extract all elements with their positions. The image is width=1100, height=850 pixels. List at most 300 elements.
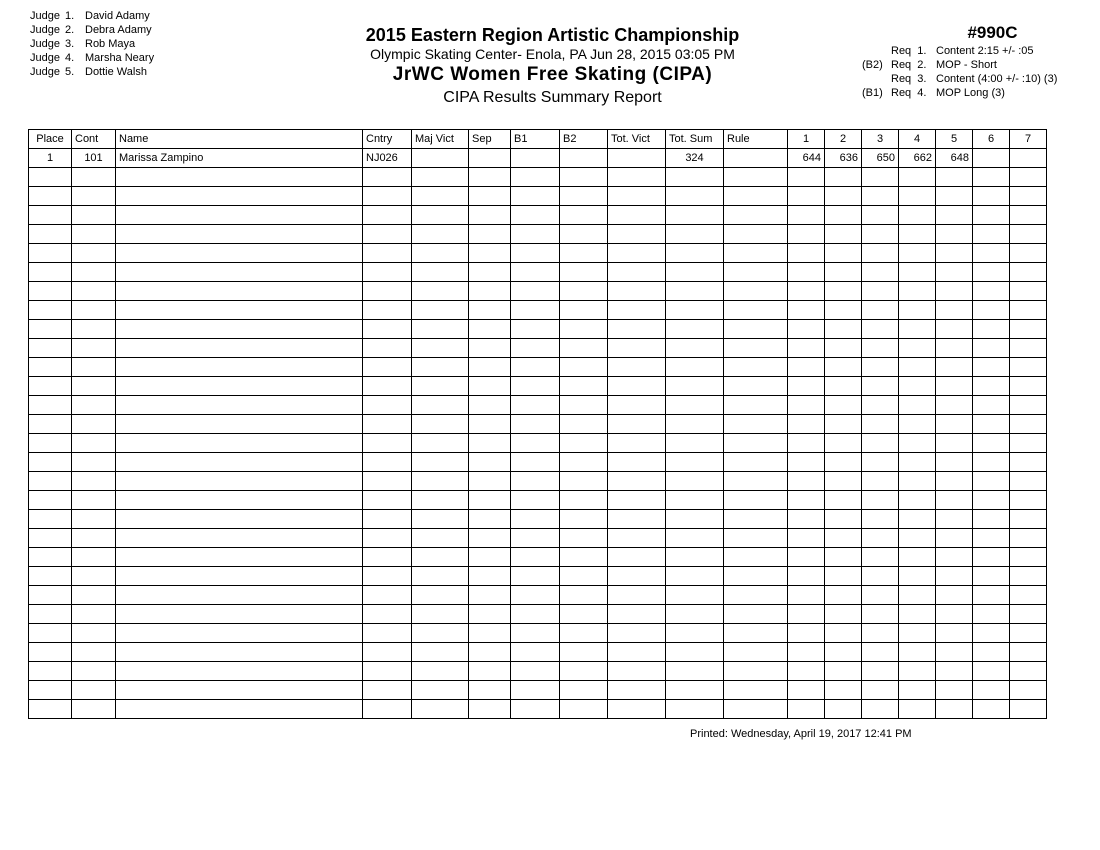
rule-cell	[724, 149, 788, 168]
empty-cell	[29, 662, 72, 681]
column-header: 4	[899, 130, 936, 149]
empty-cell	[412, 529, 469, 548]
empty-cell	[560, 548, 608, 567]
empty-cell	[862, 586, 899, 605]
empty-cell	[363, 263, 412, 282]
empty-cell	[608, 491, 666, 510]
column-header: Name	[116, 130, 363, 149]
empty-cell	[608, 472, 666, 491]
empty-cell	[724, 605, 788, 624]
empty-cell	[469, 624, 511, 643]
empty-cell	[724, 301, 788, 320]
empty-cell	[412, 396, 469, 415]
empty-cell	[1010, 700, 1047, 719]
empty-cell	[363, 548, 412, 567]
empty-cell	[469, 586, 511, 605]
empty-cell	[862, 605, 899, 624]
empty-cell	[666, 662, 724, 681]
empty-cell	[1010, 624, 1047, 643]
empty-cell	[608, 244, 666, 263]
empty-cell	[973, 434, 1010, 453]
empty-cell	[72, 605, 116, 624]
empty-cell	[1010, 529, 1047, 548]
empty-cell	[724, 377, 788, 396]
empty-cell	[29, 624, 72, 643]
empty-cell	[724, 681, 788, 700]
empty-cell	[862, 548, 899, 567]
empty-cell	[788, 187, 825, 206]
empty-cell	[29, 396, 72, 415]
empty-cell	[72, 662, 116, 681]
empty-cell	[469, 377, 511, 396]
empty-cell	[412, 168, 469, 187]
empty-cell	[511, 168, 560, 187]
empty-cell	[560, 434, 608, 453]
empty-cell	[788, 567, 825, 586]
empty-cell	[116, 681, 363, 700]
empty-cell	[72, 244, 116, 263]
empty-cell	[29, 453, 72, 472]
empty-table-row	[29, 643, 1047, 662]
empty-cell	[1010, 244, 1047, 263]
empty-cell	[724, 339, 788, 358]
empty-cell	[116, 339, 363, 358]
empty-cell	[29, 377, 72, 396]
empty-cell	[825, 605, 862, 624]
empty-cell	[363, 453, 412, 472]
empty-cell	[469, 491, 511, 510]
empty-cell	[724, 510, 788, 529]
empty-cell	[862, 662, 899, 681]
empty-cell	[469, 453, 511, 472]
empty-cell	[724, 320, 788, 339]
empty-cell	[469, 700, 511, 719]
empty-cell	[788, 491, 825, 510]
empty-cell	[560, 415, 608, 434]
empty-cell	[899, 244, 936, 263]
empty-cell	[724, 529, 788, 548]
empty-cell	[1010, 681, 1047, 700]
empty-cell	[788, 700, 825, 719]
empty-cell	[116, 301, 363, 320]
judge-list	[30, 9, 154, 79]
empty-cell	[936, 187, 973, 206]
empty-cell	[666, 529, 724, 548]
empty-cell	[788, 377, 825, 396]
empty-cell	[363, 244, 412, 263]
empty-cell	[973, 529, 1010, 548]
judge-row: Judge 3. Rob Maya	[30, 38, 136, 50]
empty-cell	[899, 339, 936, 358]
empty-cell	[608, 339, 666, 358]
empty-cell	[862, 434, 899, 453]
empty-cell	[973, 206, 1010, 225]
empty-cell	[29, 491, 72, 510]
empty-cell	[560, 244, 608, 263]
empty-cell	[116, 510, 363, 529]
empty-cell	[825, 358, 862, 377]
empty-cell	[511, 624, 560, 643]
empty-cell	[666, 510, 724, 529]
empty-cell	[825, 244, 862, 263]
empty-cell	[899, 301, 936, 320]
empty-cell	[899, 453, 936, 472]
column-header: Cntry	[363, 130, 412, 149]
empty-cell	[899, 168, 936, 187]
empty-cell	[899, 358, 936, 377]
empty-cell	[29, 529, 72, 548]
empty-cell	[560, 339, 608, 358]
empty-cell	[72, 263, 116, 282]
empty-cell	[899, 206, 936, 225]
empty-cell	[116, 415, 363, 434]
empty-cell	[412, 206, 469, 225]
empty-cell	[1010, 605, 1047, 624]
empty-cell	[825, 548, 862, 567]
empty-cell	[560, 225, 608, 244]
empty-cell	[363, 301, 412, 320]
empty-cell	[1010, 301, 1047, 320]
empty-cell	[511, 339, 560, 358]
empty-cell	[511, 605, 560, 624]
empty-cell	[560, 453, 608, 472]
empty-cell	[825, 377, 862, 396]
judge-3-score-cell: 650	[862, 149, 899, 168]
empty-cell	[973, 168, 1010, 187]
empty-cell	[511, 529, 560, 548]
empty-cell	[560, 529, 608, 548]
column-header: Rule	[724, 130, 788, 149]
column-header: 2	[825, 130, 862, 149]
empty-cell	[412, 453, 469, 472]
empty-cell	[608, 168, 666, 187]
event-name: JrWC Women Free Skating (CIPA)	[392, 64, 713, 85]
empty-cell	[862, 567, 899, 586]
judge-row: Judge 1. David Adamy	[30, 10, 150, 22]
empty-cell	[973, 282, 1010, 301]
empty-cell	[72, 472, 116, 491]
empty-cell	[72, 206, 116, 225]
empty-cell	[469, 168, 511, 187]
empty-cell	[363, 472, 412, 491]
empty-cell	[936, 339, 973, 358]
empty-cell	[72, 320, 116, 339]
empty-cell	[116, 168, 363, 187]
empty-cell	[511, 491, 560, 510]
empty-cell	[469, 434, 511, 453]
empty-cell	[72, 377, 116, 396]
column-header: Tot. Sum	[666, 130, 724, 149]
empty-cell	[412, 662, 469, 681]
empty-cell	[724, 624, 788, 643]
empty-cell	[116, 700, 363, 719]
empty-table-row	[29, 662, 1047, 681]
empty-cell	[936, 567, 973, 586]
place-cell: 1	[29, 149, 72, 168]
empty-cell	[72, 225, 116, 244]
empty-cell	[116, 358, 363, 377]
empty-cell	[973, 510, 1010, 529]
empty-cell	[973, 225, 1010, 244]
empty-cell	[1010, 491, 1047, 510]
column-header: 6	[973, 130, 1010, 149]
empty-cell	[363, 396, 412, 415]
empty-cell	[936, 320, 973, 339]
empty-cell	[862, 358, 899, 377]
empty-table-row	[29, 244, 1047, 263]
empty-cell	[72, 624, 116, 643]
empty-table-row	[29, 681, 1047, 700]
empty-cell	[560, 681, 608, 700]
empty-cell	[72, 396, 116, 415]
empty-cell	[973, 643, 1010, 662]
table-row	[29, 149, 1047, 168]
empty-cell	[72, 453, 116, 472]
empty-cell	[825, 282, 862, 301]
empty-cell	[511, 586, 560, 605]
empty-cell	[29, 434, 72, 453]
empty-cell	[825, 662, 862, 681]
empty-cell	[1010, 339, 1047, 358]
empty-cell	[788, 301, 825, 320]
judge-2-score-cell: 636	[825, 149, 862, 168]
empty-cell	[363, 491, 412, 510]
empty-cell	[724, 586, 788, 605]
empty-cell	[116, 529, 363, 548]
name-cell: Marissa Zampino	[116, 149, 363, 168]
empty-cell	[72, 415, 116, 434]
empty-cell	[788, 168, 825, 187]
empty-cell	[973, 586, 1010, 605]
empty-cell	[825, 301, 862, 320]
empty-cell	[899, 491, 936, 510]
empty-cell	[973, 681, 1010, 700]
empty-table-row	[29, 396, 1047, 415]
empty-cell	[1010, 377, 1047, 396]
empty-cell	[825, 168, 862, 187]
empty-cell	[412, 415, 469, 434]
empty-cell	[608, 662, 666, 681]
empty-cell	[412, 605, 469, 624]
empty-cell	[724, 244, 788, 263]
empty-cell	[116, 225, 363, 244]
empty-cell	[666, 453, 724, 472]
empty-cell	[511, 700, 560, 719]
empty-cell	[666, 605, 724, 624]
empty-cell	[511, 510, 560, 529]
empty-cell	[363, 510, 412, 529]
empty-cell	[936, 681, 973, 700]
empty-cell	[1010, 168, 1047, 187]
requirement-row: (B2) Req 2. MOP - Short	[862, 59, 997, 71]
empty-cell	[862, 472, 899, 491]
empty-cell	[1010, 510, 1047, 529]
empty-cell	[825, 529, 862, 548]
empty-cell	[608, 529, 666, 548]
empty-cell	[72, 301, 116, 320]
empty-cell	[116, 567, 363, 586]
empty-cell	[666, 301, 724, 320]
empty-cell	[936, 529, 973, 548]
empty-cell	[724, 263, 788, 282]
empty-table-row	[29, 377, 1047, 396]
empty-cell	[825, 681, 862, 700]
empty-cell	[825, 263, 862, 282]
empty-cell	[511, 472, 560, 491]
empty-cell	[936, 453, 973, 472]
empty-cell	[363, 529, 412, 548]
empty-cell	[412, 225, 469, 244]
empty-cell	[469, 244, 511, 263]
empty-cell	[1010, 187, 1047, 206]
empty-cell	[116, 263, 363, 282]
empty-cell	[788, 624, 825, 643]
empty-cell	[469, 472, 511, 491]
empty-cell	[469, 301, 511, 320]
empty-cell	[825, 396, 862, 415]
empty-cell	[825, 510, 862, 529]
empty-cell	[511, 396, 560, 415]
b2-cell	[560, 149, 608, 168]
empty-cell	[899, 472, 936, 491]
empty-cell	[788, 643, 825, 662]
empty-cell	[608, 586, 666, 605]
empty-cell	[788, 358, 825, 377]
empty-cell	[469, 263, 511, 282]
judge-5-score-cell: 648	[936, 149, 973, 168]
empty-cell	[116, 643, 363, 662]
empty-cell	[936, 358, 973, 377]
maj-vict-cell	[412, 149, 469, 168]
empty-cell	[788, 339, 825, 358]
empty-table-row	[29, 301, 1047, 320]
empty-cell	[973, 700, 1010, 719]
empty-cell	[862, 168, 899, 187]
empty-cell	[788, 282, 825, 301]
empty-cell	[862, 415, 899, 434]
empty-cell	[469, 358, 511, 377]
empty-cell	[560, 491, 608, 510]
empty-cell	[825, 567, 862, 586]
empty-cell	[608, 282, 666, 301]
empty-cell	[363, 643, 412, 662]
empty-cell	[936, 282, 973, 301]
empty-cell	[363, 377, 412, 396]
empty-cell	[936, 168, 973, 187]
judge-name: Rob Maya	[85, 38, 136, 50]
empty-cell	[825, 320, 862, 339]
empty-cell	[666, 358, 724, 377]
empty-cell	[862, 206, 899, 225]
empty-cell	[862, 529, 899, 548]
empty-table-row	[29, 358, 1047, 377]
empty-cell	[936, 377, 973, 396]
empty-cell	[29, 700, 72, 719]
empty-cell	[608, 643, 666, 662]
empty-cell	[363, 339, 412, 358]
empty-table-row	[29, 548, 1047, 567]
requirement-row: Req 3. Content (4:00 +/- :10) (3)	[891, 73, 1058, 85]
empty-cell	[511, 662, 560, 681]
empty-cell	[862, 643, 899, 662]
empty-cell	[862, 624, 899, 643]
empty-table-row	[29, 206, 1047, 225]
empty-cell	[1010, 453, 1047, 472]
empty-cell	[116, 472, 363, 491]
empty-cell	[899, 263, 936, 282]
empty-cell	[608, 358, 666, 377]
empty-cell	[608, 453, 666, 472]
empty-cell	[511, 643, 560, 662]
empty-cell	[560, 624, 608, 643]
requirement-row: (B1) Req 4. MOP Long (3)	[862, 87, 1005, 99]
empty-cell	[469, 282, 511, 301]
empty-cell	[666, 548, 724, 567]
empty-cell	[862, 187, 899, 206]
empty-cell	[1010, 225, 1047, 244]
empty-table-row	[29, 282, 1047, 301]
empty-cell	[116, 320, 363, 339]
empty-cell	[788, 681, 825, 700]
empty-table-row	[29, 605, 1047, 624]
empty-cell	[511, 244, 560, 263]
column-header: Cont	[72, 130, 116, 149]
empty-cell	[116, 491, 363, 510]
empty-cell	[788, 434, 825, 453]
empty-cell	[666, 472, 724, 491]
empty-cell	[899, 586, 936, 605]
empty-cell	[469, 339, 511, 358]
empty-cell	[116, 434, 363, 453]
sep-cell	[469, 149, 511, 168]
report-header	[300, 24, 805, 109]
empty-cell	[560, 700, 608, 719]
empty-cell	[511, 567, 560, 586]
empty-cell	[899, 510, 936, 529]
empty-cell	[899, 529, 936, 548]
empty-cell	[412, 586, 469, 605]
empty-cell	[72, 187, 116, 206]
empty-cell	[899, 377, 936, 396]
empty-cell	[825, 225, 862, 244]
empty-cell	[899, 605, 936, 624]
empty-cell	[72, 168, 116, 187]
empty-cell	[363, 320, 412, 339]
empty-cell	[862, 225, 899, 244]
empty-cell	[72, 510, 116, 529]
empty-table-row	[29, 586, 1047, 605]
empty-cell	[862, 263, 899, 282]
empty-cell	[116, 662, 363, 681]
empty-cell	[511, 358, 560, 377]
judge-name: Debra Adamy	[85, 24, 152, 36]
empty-cell	[511, 320, 560, 339]
empty-cell	[936, 624, 973, 643]
empty-cell	[788, 548, 825, 567]
empty-cell	[412, 301, 469, 320]
empty-cell	[724, 662, 788, 681]
empty-cell	[469, 206, 511, 225]
empty-cell	[363, 605, 412, 624]
empty-cell	[825, 415, 862, 434]
empty-cell	[788, 662, 825, 681]
empty-cell	[899, 624, 936, 643]
empty-cell	[973, 605, 1010, 624]
empty-table-row	[29, 700, 1047, 719]
empty-cell	[936, 415, 973, 434]
empty-cell	[724, 168, 788, 187]
empty-cell	[72, 339, 116, 358]
